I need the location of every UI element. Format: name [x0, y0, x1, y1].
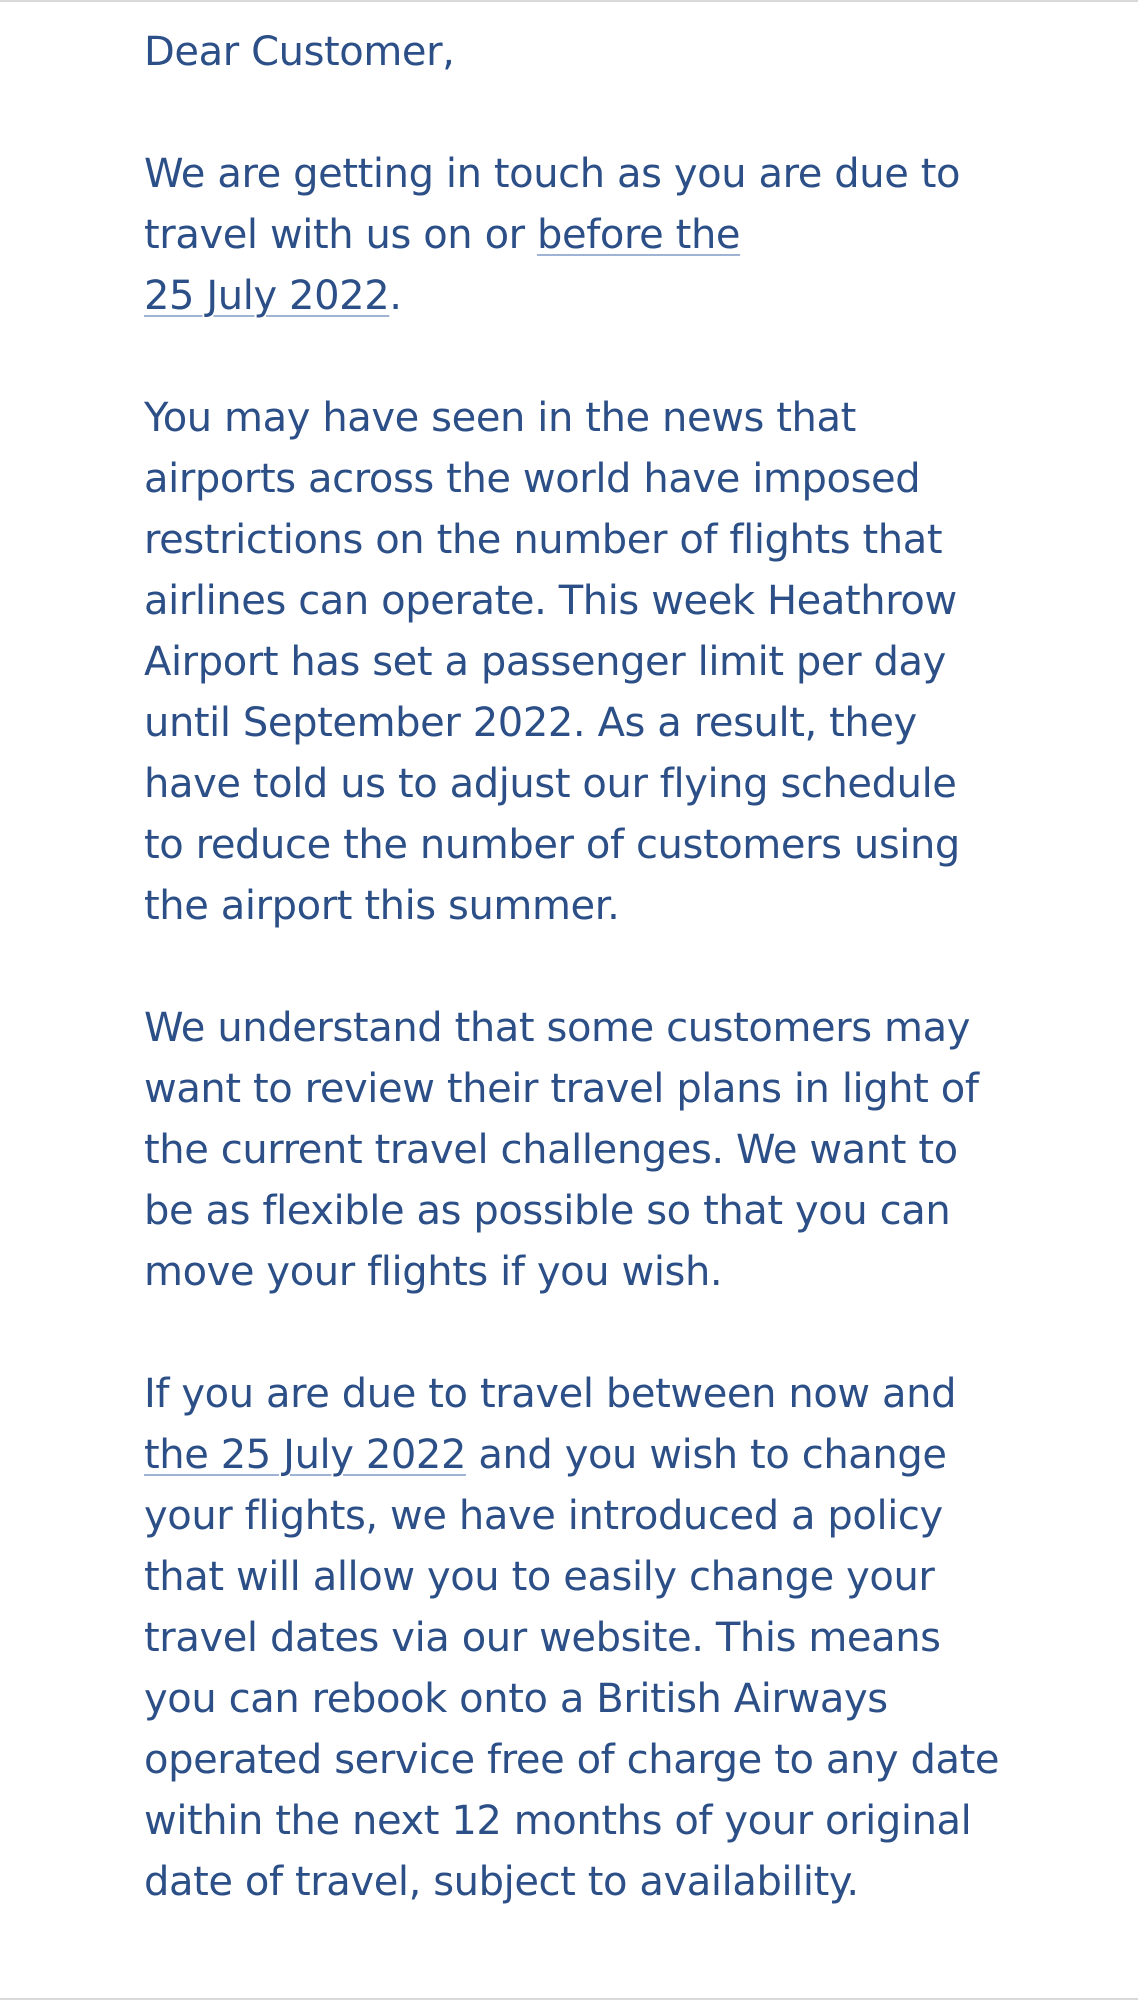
- paragraph-rebooking-policy: [144, 1364, 1004, 1913]
- date-link-the-25-july-2022[interactable]: the 25 July 2022: [144, 1432, 467, 1478]
- email-body: [144, 22, 1004, 1913]
- paragraph-flexibility: We understand that some customers may want to review their travel plans in light of the current travel challenges. We want to be as flexible as possible so that you can move your flights if you wish.: [144, 1005, 979, 1295]
- date-link-25-july-2022[interactable]: 25 July 2022: [144, 273, 390, 319]
- top-divider: [0, 0, 1138, 2]
- paragraph-text: .: [389, 273, 402, 319]
- paragraph-text: If you are due to travel between now and: [144, 1371, 957, 1417]
- paragraph-travel-date: [144, 144, 1004, 327]
- paragraph-text: and you wish to change your flights, we have introduced a policy that will allow you to easily change your travel dates via our website. This means you can rebook onto a British Airways operated service free of charge to any date within the next 12 months of your original date of travel, subject to availability.: [144, 1432, 1000, 1905]
- greeting: Dear Customer,: [144, 29, 455, 75]
- paragraph-text: We are getting in touch as you are due to travel with us on or: [144, 151, 961, 258]
- date-link-before-the[interactable]: before the: [537, 212, 741, 258]
- paragraph-airport-restrictions: You may have seen in the news that airports across the world have imposed restrictions on the number of flights that airlines can operate. This week Heathrow Airport has set a passenger limit per day until September 2022. As a result, they have told us to adjust our flying schedule to reduce the number of customers using the airport this summer.: [144, 395, 960, 929]
